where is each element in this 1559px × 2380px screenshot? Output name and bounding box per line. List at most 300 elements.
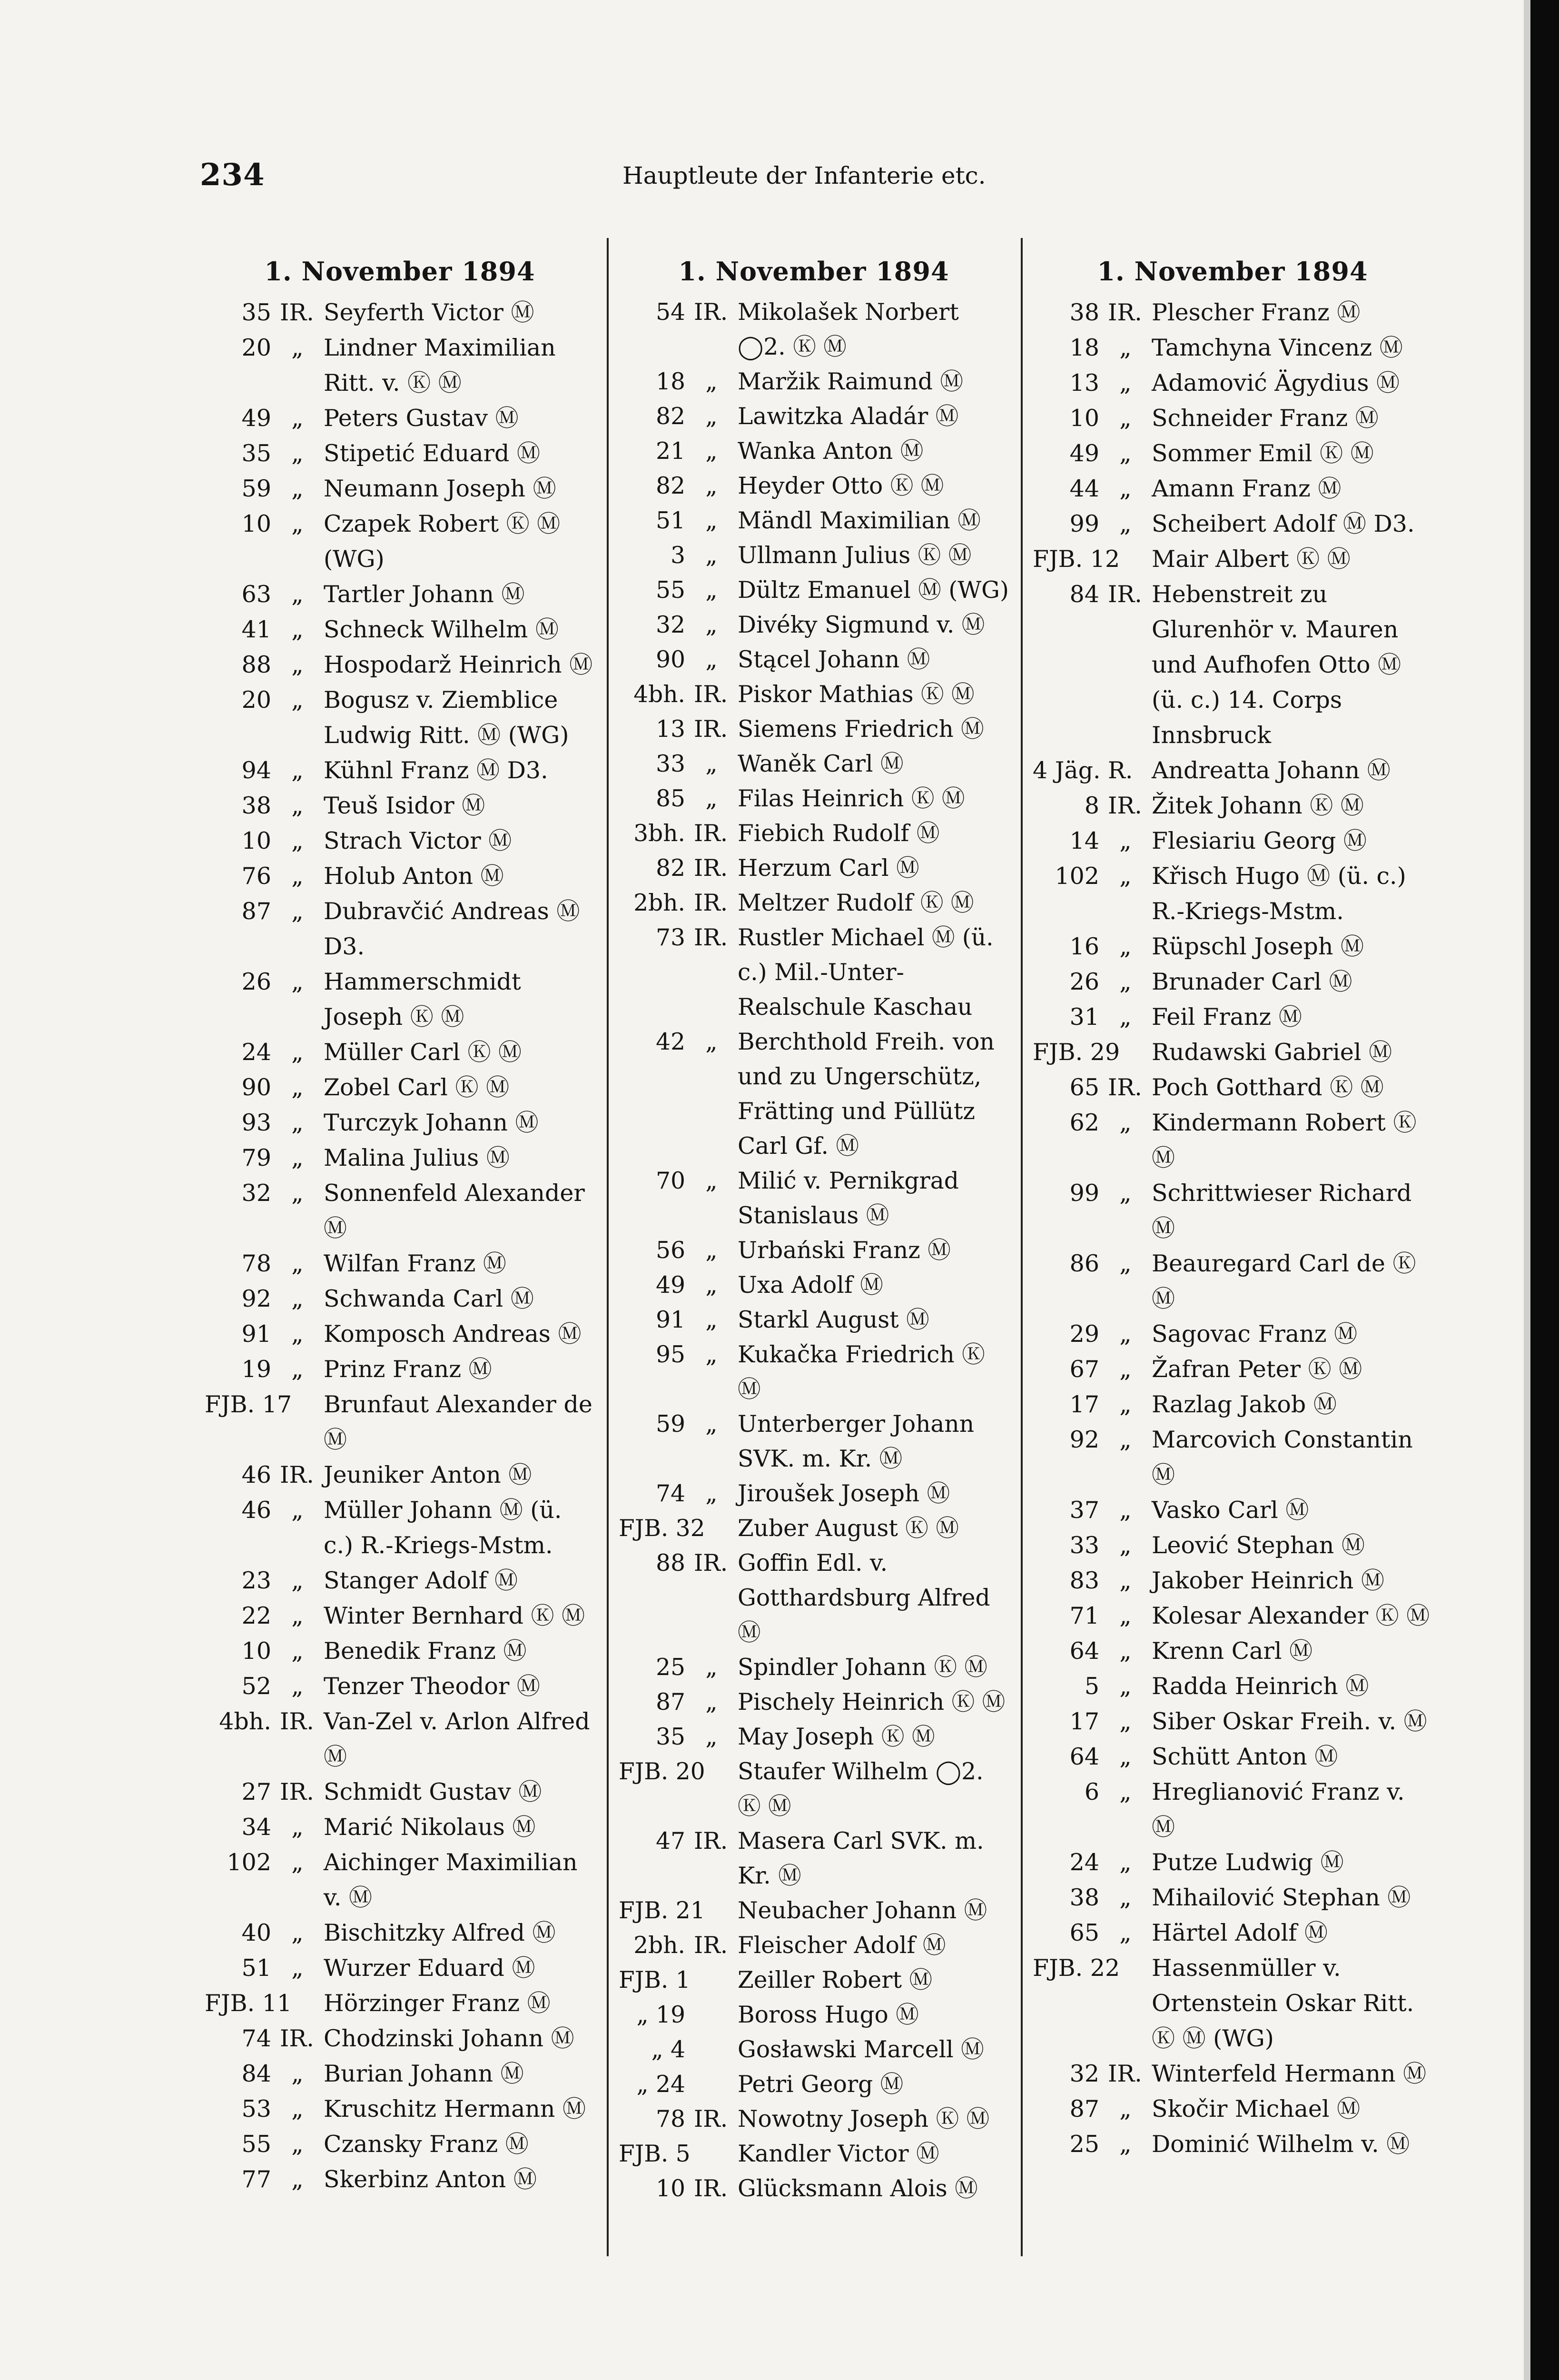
list-item [1033, 330, 1432, 366]
entry-unit [271, 1986, 324, 2021]
list-item [619, 2172, 1009, 2206]
entry-number: 82 [656, 855, 685, 882]
list-item [619, 1685, 1009, 1720]
list-item [619, 921, 1009, 1025]
entry-unit: IR. [280, 1708, 314, 1735]
entry-number: 10 [241, 1637, 271, 1665]
entry-unit: „ [291, 1814, 304, 1841]
list-item [1033, 1704, 1432, 1739]
entry-unit: „ [291, 1144, 304, 1171]
entry-list [619, 295, 1009, 2206]
entry-name: Kruschitz Hermann Ⓜ [324, 2095, 586, 2122]
entry-number: FJB. 1 [619, 1967, 691, 1993]
entry-name: Schrittwieser Richard Ⓜ [1152, 1180, 1412, 1242]
entry-name: May Joseph Ⓚ Ⓜ [738, 1724, 935, 1750]
list-item [1033, 1387, 1432, 1422]
entry-number: 65 [1069, 1919, 1099, 1946]
list-item [619, 399, 1009, 434]
entry-number: 24 [241, 1039, 271, 1066]
entry-unit: „ [705, 1480, 718, 1507]
list-item [205, 401, 595, 436]
entry-name: Kolesar Alexander Ⓚ Ⓜ [1152, 1602, 1430, 1629]
list-item [619, 1477, 1009, 1511]
entry-unit: „ [705, 1689, 718, 1716]
entry-number: 73 [656, 924, 685, 951]
entry-number: 77 [241, 2166, 271, 2193]
entry-number: 8 [1084, 792, 1099, 819]
entry-unit: „ [705, 577, 718, 604]
entry-number: 102 [227, 1849, 271, 1876]
entry-unit: „ [1119, 1426, 1132, 1453]
column-heading: 1. November 1894 [264, 256, 535, 287]
entry-name: Feil Franz Ⓜ [1152, 1003, 1302, 1031]
entry-unit: „ [291, 1919, 304, 1946]
list-item [619, 886, 1009, 921]
entry-name: Vasko Carl Ⓜ [1152, 1497, 1309, 1524]
entry-unit: IR. [694, 820, 728, 847]
entry-unit: „ [1119, 1003, 1132, 1031]
entry-number: 18 [1069, 334, 1099, 361]
entry-unit: „ [1119, 933, 1132, 960]
entry-unit: IR. [694, 681, 728, 708]
entry-name: Zobel Carl Ⓚ Ⓜ [324, 1074, 510, 1101]
entry-name: Brunader Carl Ⓜ [1152, 968, 1352, 995]
entry-unit: „ [291, 1954, 304, 1982]
entry-name: Malina Julius Ⓜ [324, 1144, 510, 1171]
entry-name: Jeuniker Anton Ⓜ [324, 1461, 532, 1488]
entry-number: 4bh. [219, 1708, 271, 1735]
entry-name: Rüpschl Joseph Ⓜ [1152, 933, 1364, 960]
entry-unit: IR. [694, 855, 728, 882]
list-item [205, 1598, 595, 1634]
entry-unit: „ [291, 1285, 304, 1312]
list-item [205, 1951, 595, 1986]
list-item [205, 683, 595, 753]
entry-number: 33 [656, 751, 685, 777]
entry-name: Berchthold Freih. von und zu Ungerschütz, Frätting und Püllütz Carl Gf. Ⓜ [738, 1029, 995, 1160]
entry-number: 49 [1069, 440, 1099, 467]
scan-edge-highlight [1524, 0, 1530, 2380]
entry-name: Fleischer Adolf Ⓜ [738, 1932, 946, 1959]
entry-name: Wilfan Franz Ⓜ [324, 1250, 506, 1277]
list-item [1033, 823, 1432, 859]
entry-unit: „ [1119, 1567, 1132, 1594]
list-item [205, 330, 595, 401]
entry-number: 46 [241, 1497, 271, 1524]
entry-unit: „ [705, 1411, 718, 1438]
list-item [1033, 1493, 1432, 1528]
list-item [1033, 1035, 1432, 1070]
entry-name: Unterberger Johann SVK. m. Kr. Ⓜ [738, 1411, 974, 1472]
entry-number: FJB. 21 [619, 1897, 705, 1924]
entry-number: 49 [241, 405, 271, 432]
list-item [619, 2137, 1009, 2172]
entry-number: 63 [241, 581, 271, 608]
entry-name: Herzum Carl Ⓜ [738, 855, 919, 882]
entry-name: Tamchyna Vincenz Ⓜ [1152, 334, 1403, 361]
list-item [205, 1810, 595, 1845]
entry-name: Goffin Edl. v. Gotthardsburg Alfred Ⓜ [738, 1550, 990, 1646]
entry-number: 87 [1069, 2095, 1099, 2122]
list-item [205, 1140, 595, 1176]
entry-unit: IR. [694, 299, 728, 326]
entry-name: Aichinger Maximilian v. Ⓜ [324, 1849, 578, 1911]
entry-name: Mändl Maximilian Ⓜ [738, 507, 981, 534]
list-item [619, 1164, 1009, 1233]
entry-unit: „ [1119, 1849, 1132, 1876]
entry-unit: „ [291, 2166, 304, 2193]
entry-unit: „ [705, 1272, 718, 1299]
list-item [205, 1035, 595, 1070]
entry-number: 55 [241, 2131, 271, 2158]
entry-unit: „ [1119, 1250, 1132, 1277]
entry-unit: „ [1119, 863, 1132, 890]
entry-unit: IR. [694, 716, 728, 743]
column-heading: 1. November 1894 [1097, 256, 1368, 287]
entry-unit: R. [1108, 757, 1133, 784]
list-item [205, 1845, 595, 1915]
entry-name: Starkl August Ⓜ [738, 1307, 929, 1333]
entry-number: 6 [1084, 1778, 1099, 1805]
entry-unit: „ [705, 1724, 718, 1750]
entry-unit: „ [705, 473, 718, 499]
entry-number: FJB. 20 [619, 1758, 705, 1785]
entry-number: 14 [1069, 827, 1099, 854]
entry-unit: „ [291, 1497, 304, 1524]
running-title: Hauptleute der Infanterie etc. [622, 162, 986, 189]
entry-name: Neumann Joseph Ⓜ [324, 475, 556, 502]
column-divider-2 [1021, 238, 1023, 2256]
entry-name: Křisch Hugo Ⓜ (ü. c.) R.-Kriegs-Mstm. [1152, 863, 1406, 925]
entry-unit: IR. [1108, 581, 1142, 608]
list-item [619, 2033, 1009, 2067]
column-3 [1033, 252, 1432, 2242]
entry-unit: „ [291, 440, 304, 467]
entry-unit: IR. [1108, 1074, 1142, 1101]
entry-number: 90 [241, 1074, 271, 1101]
entry-unit: „ [291, 863, 304, 890]
entry-number: 70 [656, 1168, 685, 1194]
entry-number: 4bh. [633, 681, 685, 708]
entry-name: Skočir Michael Ⓜ [1152, 2095, 1361, 2122]
entry-unit: „ [705, 1341, 718, 1368]
entry-name: Sagovac Franz Ⓜ [1152, 1320, 1358, 1348]
entry-name: Winterfeld Hermann Ⓜ [1152, 2060, 1427, 2087]
entry-unit: „ [291, 651, 304, 678]
entry-name: Adamović Ägydius Ⓜ [1152, 369, 1400, 397]
entry-name: Žitek Johann Ⓚ Ⓜ [1152, 792, 1364, 819]
list-item [205, 577, 595, 612]
list-item [1033, 366, 1432, 401]
list-item [1033, 1563, 1432, 1598]
list-item [205, 2056, 595, 2092]
entry-number: 92 [241, 1285, 271, 1312]
entry-unit: IR. [694, 1828, 728, 1854]
column-heading: 1. November 1894 [678, 256, 949, 287]
entry-name: Hassenmüller v. Ortenstein Oskar Ritt. Ⓚ Ⓜ (WG) [1152, 1954, 1414, 2052]
entry-name: Filas Heinrich Ⓚ Ⓜ [738, 785, 965, 812]
entry-number: 4 Jäg. [1033, 757, 1101, 784]
entry-unit: „ [1119, 1919, 1132, 1946]
entry-number: 32 [656, 612, 685, 638]
entry-number: 19 [241, 1356, 271, 1383]
page-header [200, 157, 1037, 209]
entry-unit: „ [291, 686, 304, 714]
entry-unit: „ [1119, 405, 1132, 432]
entry-name: Wurzer Eduard Ⓜ [324, 1954, 535, 1982]
entry-number: 65 [1069, 1074, 1099, 1101]
entry-number: 54 [656, 299, 685, 326]
entry-unit: „ [705, 1307, 718, 1333]
list-item [619, 1338, 1009, 1407]
list-item [205, 647, 595, 683]
entry-number: 31 [1069, 1003, 1099, 1031]
entry-number: 18 [656, 368, 685, 395]
list-item [619, 2102, 1009, 2137]
entry-number: 59 [656, 1411, 685, 1438]
entry-unit: „ [705, 1168, 718, 1194]
entry-number: 102 [1055, 863, 1099, 890]
entry-unit: IR. [694, 924, 728, 951]
entry-name: Zuber August Ⓚ Ⓜ [738, 1515, 959, 1542]
entry-unit: „ [705, 438, 718, 465]
entry-unit: „ [291, 792, 304, 819]
entry-number: 10 [241, 510, 271, 537]
list-item [205, 2092, 595, 2127]
list-item [1033, 1105, 1432, 1176]
list-item [205, 2162, 595, 2197]
entry-name: Teuš Isidor Ⓜ [324, 792, 485, 819]
entry-name: Winter Bernhard Ⓚ Ⓜ [324, 1602, 585, 1629]
entry-unit: „ [1119, 1356, 1132, 1383]
list-item [1033, 2056, 1432, 2092]
list-item [1033, 1634, 1432, 1669]
entry-unit [685, 1894, 738, 1928]
list-item [1033, 788, 1432, 823]
entry-number: 51 [656, 507, 685, 534]
entry-number: 44 [1069, 475, 1099, 502]
entry-name: Schneck Wilhelm Ⓜ [324, 616, 559, 643]
list-item [1033, 2092, 1432, 2127]
entry-unit: „ [291, 2131, 304, 2158]
list-item [1033, 401, 1432, 436]
list-item [1033, 1880, 1432, 1915]
entry-name: Marić Nikolaus Ⓜ [324, 1814, 536, 1841]
entry-number: 32 [1069, 2060, 1099, 2087]
column-divider-1 [607, 238, 609, 2256]
entry-unit: „ [291, 334, 304, 361]
list-item [619, 1511, 1009, 1546]
entry-name: Neubacher Johann Ⓜ [738, 1897, 987, 1924]
entry-number: 84 [241, 2060, 271, 2087]
entry-number: FJB. 29 [1033, 1039, 1120, 1066]
entry-name: Hreglianović Franz v. Ⓜ [1152, 1778, 1405, 1841]
list-item [1033, 295, 1432, 330]
list-item [205, 436, 595, 471]
entry-name: Chodzinski Johann Ⓜ [324, 2025, 574, 2052]
entry-name: Sonnenfeld Alexander Ⓜ [324, 1180, 585, 1242]
entry-name: Amann Franz Ⓜ [1152, 475, 1342, 502]
entry-unit: „ [705, 1237, 718, 1264]
entry-unit: IR. [280, 299, 314, 326]
entry-unit: IR. [694, 1932, 728, 1959]
entry-number: 64 [1069, 1743, 1099, 1770]
entry-number: 84 [1069, 581, 1099, 608]
entry-name: Rudawski Gabriel Ⓜ [1152, 1039, 1392, 1066]
list-item [205, 1493, 595, 1563]
entry-number: 53 [241, 2095, 271, 2122]
entry-name: Brunfaut Alexander de Ⓜ [324, 1391, 592, 1453]
list-item [205, 1246, 595, 1281]
entry-number: 41 [241, 616, 271, 643]
entry-name: Gosławski Marcell Ⓜ [738, 2036, 984, 2063]
entry-unit: „ [291, 827, 304, 854]
column-1 [205, 252, 595, 2242]
entry-number: 59 [241, 475, 271, 502]
entry-number: 3bh. [633, 820, 685, 847]
list-item [1033, 1352, 1432, 1387]
list-item [1033, 753, 1432, 788]
entry-number: „ 24 [636, 2071, 685, 2098]
entry-name: Komposch Andreas Ⓜ [324, 1320, 582, 1348]
entry-number: 35 [656, 1724, 685, 1750]
entry-name: Maržik Raimund Ⓜ [738, 368, 964, 395]
list-item [205, 788, 595, 823]
entry-name: Flesiariu Georg Ⓜ [1152, 827, 1367, 854]
list-item [1033, 1000, 1432, 1035]
entry-number: 10 [241, 827, 271, 854]
entry-unit: „ [705, 1654, 718, 1681]
list-item [205, 1669, 595, 1704]
entry-number: 20 [241, 686, 271, 714]
entry-name: Meltzer Rudolf Ⓚ Ⓜ [738, 890, 974, 916]
entry-name: Schmidt Gustav Ⓜ [324, 1778, 542, 1805]
list-item [1033, 1669, 1432, 1704]
entry-number: 99 [1069, 1180, 1099, 1207]
entry-name: Boross Hugo Ⓜ [738, 2002, 919, 2028]
entry-unit: „ [705, 751, 718, 777]
entry-unit: „ [291, 1250, 304, 1277]
entry-number: FJB. 12 [1033, 545, 1120, 573]
entry-unit [1099, 1035, 1152, 1070]
entry-number: 38 [241, 792, 271, 819]
entry-name: Zeiller Robert Ⓜ [738, 1967, 933, 1993]
entry-name: Jiroušek Joseph Ⓜ [738, 1480, 950, 1507]
entry-unit: „ [291, 581, 304, 608]
entry-unit: „ [291, 475, 304, 502]
entry-name: Benedik Franz Ⓜ [324, 1637, 527, 1665]
entry-name: Krenn Carl Ⓜ [1152, 1637, 1313, 1665]
list-item [205, 1105, 595, 1140]
entry-unit [685, 1998, 738, 2033]
entry-unit: „ [1119, 968, 1132, 995]
column-2 [619, 252, 1009, 2242]
entry-unit: „ [1119, 440, 1132, 467]
entry-name: Radda Heinrich Ⓜ [1152, 1673, 1369, 1700]
entry-number: 91 [656, 1307, 685, 1333]
entry-number: 78 [656, 2106, 685, 2132]
entry-number: 34 [241, 1814, 271, 1841]
entry-unit [685, 1755, 738, 1824]
entry-name: Urbański Franz Ⓜ [738, 1237, 951, 1264]
entry-name: Andreatta Johann Ⓜ [1152, 757, 1391, 784]
entry-number: 92 [1069, 1426, 1099, 1453]
list-item [619, 434, 1009, 469]
entry-number: 71 [1069, 1602, 1099, 1629]
list-item [1033, 1598, 1432, 1634]
entry-number: 94 [241, 757, 271, 784]
entry-name: Poch Gotthard Ⓚ Ⓜ [1152, 1074, 1384, 1101]
list-item [1033, 1317, 1432, 1352]
entry-number: 24 [1069, 1849, 1099, 1876]
entry-name: Pischely Heinrich Ⓚ Ⓜ [738, 1689, 1006, 1716]
list-item [205, 2021, 595, 2056]
entry-number: 35 [241, 440, 271, 467]
entry-number: 82 [656, 473, 685, 499]
entry-unit: „ [1119, 1602, 1132, 1629]
entry-number: 74 [241, 2025, 271, 2052]
entry-name: Turczyk Johann Ⓜ [324, 1109, 539, 1136]
entry-name: Schütt Anton Ⓜ [1152, 1743, 1338, 1770]
entry-number: 21 [656, 438, 685, 465]
entry-name: Tartler Johann Ⓜ [324, 581, 525, 608]
entry-number: 91 [241, 1320, 271, 1348]
entry-name: Skerbinz Anton Ⓜ [324, 2166, 537, 2193]
entry-number: 76 [241, 863, 271, 890]
entry-name: Hammerschmidt Joseph Ⓚ Ⓜ [324, 968, 521, 1031]
list-item [205, 1563, 595, 1598]
entry-unit: IR. [694, 1550, 728, 1577]
entry-name: Kühnl Franz Ⓜ D3. [324, 757, 548, 784]
entry-unit [685, 2033, 738, 2067]
list-item [619, 608, 1009, 643]
list-item [1033, 577, 1432, 753]
entry-number: FJB. 32 [619, 1515, 705, 1542]
list-item [205, 2127, 595, 2162]
entry-unit: „ [705, 507, 718, 534]
entry-name: Siber Oskar Freih. v. Ⓜ [1152, 1708, 1427, 1735]
entry-number: 56 [656, 1237, 685, 1264]
entry-unit: „ [291, 405, 304, 432]
entry-unit: „ [1119, 1778, 1132, 1805]
entry-name: Czansky Franz Ⓜ [324, 2131, 529, 2158]
list-item [205, 1775, 595, 1810]
list-item [205, 1634, 595, 1669]
entry-unit: „ [291, 2095, 304, 2122]
entry-name: Žafran Peter Ⓚ Ⓜ [1152, 1356, 1362, 1383]
entry-name: Jakober Heinrich Ⓜ [1152, 1567, 1385, 1594]
entry-name: Dominić Wilhelm v. Ⓜ [1152, 2131, 1410, 2158]
entry-list [205, 295, 595, 2197]
entry-name: Glücksmann Alois Ⓜ [738, 2175, 978, 2202]
entry-number: 2bh. [633, 890, 685, 916]
list-item [1033, 1176, 1432, 1246]
entry-unit: „ [291, 1320, 304, 1348]
list-item [205, 823, 595, 859]
entry-unit: „ [1119, 475, 1132, 502]
entry-name: Burian Johann Ⓜ [324, 2060, 524, 2087]
entry-number: 95 [656, 1341, 685, 1368]
entry-name: Tenzer Theodor Ⓜ [324, 1673, 540, 1700]
entry-number: 85 [656, 785, 685, 812]
list-item [619, 1998, 1009, 2033]
entry-number: 2bh. [633, 1932, 685, 1959]
list-item [1033, 1951, 1432, 2056]
entry-name: Masera Carl SVK. m. Kr. Ⓜ [738, 1828, 984, 1889]
entry-number: 90 [656, 646, 685, 673]
list-item [619, 782, 1009, 816]
list-item [619, 1963, 1009, 1998]
